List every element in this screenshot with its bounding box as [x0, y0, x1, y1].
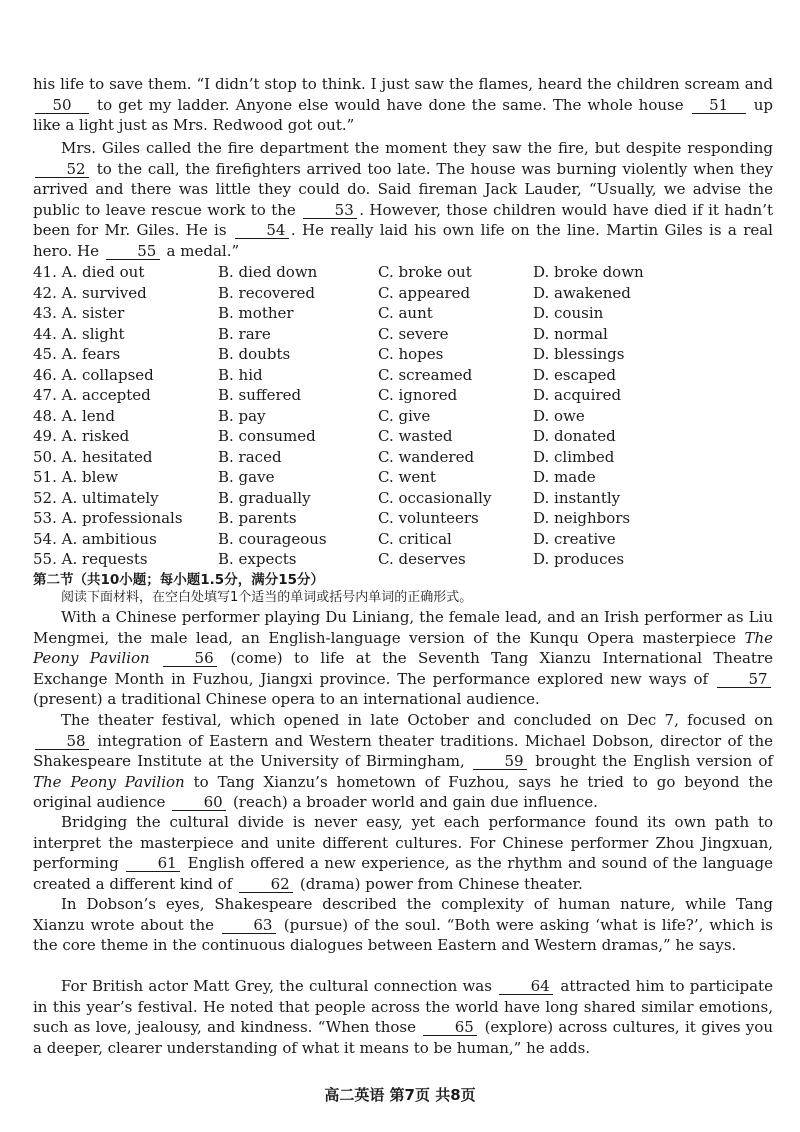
text-run: to the call, the firefighters arrived too late. The house was burning violently when they arrived and there was little they could do. Said fireman Jack Lauder, “Usually, we advise the public to leave rescue work to the	[33, 159, 773, 219]
option-row-51	[33, 467, 773, 488]
option-43-c[interactable]: C. aunt	[378, 304, 433, 322]
option-52-d[interactable]: D. instantly	[533, 488, 621, 507]
option-48-a[interactable]: 48. A. lend	[33, 406, 115, 425]
text-run: In Dobson’s eyes, Shakespeare described the complexity of human nature, while Tang Xianzu wrote about the	[33, 895, 773, 934]
text-run: . However, those children would have died if it hadn’t been for Mr. Giles. He is	[33, 200, 774, 239]
option-49-d[interactable]: D. donated	[533, 427, 616, 445]
option-54-a[interactable]: 54. A. ambitious	[33, 529, 157, 548]
option-51-d[interactable]: D. made	[533, 468, 596, 486]
option-row-48	[33, 406, 773, 427]
option-53-a[interactable]: 53. A. professionals	[33, 509, 183, 527]
blank-58[interactable]: 58	[35, 733, 89, 750]
blank-51[interactable]: 51	[692, 97, 746, 114]
option-42-c[interactable]: C. appeared	[378, 283, 471, 302]
option-46-d[interactable]: D. escaped	[533, 365, 617, 384]
option-row-42	[33, 283, 773, 304]
option-50-b[interactable]: B. raced	[218, 447, 282, 466]
option-55-d[interactable]: D. produces	[533, 550, 625, 568]
option-41-c[interactable]: C. broke out	[378, 263, 472, 281]
option-55-c[interactable]: C. deserves	[378, 550, 466, 568]
blank-60[interactable]: 60	[172, 794, 226, 811]
passage2-paragraph4	[33, 894, 773, 956]
blank-55[interactable]: 55	[106, 243, 160, 260]
option-41-b[interactable]: B. died down	[218, 263, 318, 281]
option-54-c[interactable]: C. critical	[378, 529, 452, 548]
option-45-a[interactable]: 45. A. fears	[33, 345, 121, 363]
text-run: Mrs. Giles called the fire department the moment they saw the fire, but despite responding	[61, 139, 773, 157]
blank-56[interactable]: 56	[163, 650, 217, 667]
option-51-b[interactable]: B. gave	[218, 468, 275, 486]
blank-54[interactable]: 54	[235, 222, 289, 239]
option-44-d[interactable]: D. normal	[533, 324, 608, 343]
text-run: his life to save them. “I didn’t stop to think. I just saw the flames, heard the children scream and	[33, 75, 773, 93]
option-49-b[interactable]: B. consumed	[218, 427, 316, 445]
option-46-a[interactable]: 46. A. collapsed	[33, 365, 154, 384]
text-run: a medal.”	[166, 241, 240, 260]
text-run: With a Chinese performer playing Du Liniang, the female lead, and an Irish performer as Liu Mengmei, the male lead, an English-language version of the Kunqu Opera masterpiece	[33, 608, 773, 647]
text-run: The theater festival, which opened in late October and concluded on Dec 7, focused on	[61, 711, 773, 729]
blank-62[interactable]: 62	[239, 876, 293, 893]
option-row-54	[33, 529, 773, 550]
option-45-b[interactable]: B. doubts	[218, 345, 291, 363]
blank-65[interactable]: 65	[423, 1019, 477, 1036]
option-row-43	[33, 303, 773, 324]
text-run: integration of Eastern and Western theater traditions. Michael Dobson, director of the Shakespeare Institute at the University of Birmingham,	[33, 731, 773, 770]
option-row-53	[33, 508, 773, 529]
section2-heading: 第二节（共10小题；每小题1.5分，满分15分）	[33, 572, 324, 588]
text-run: up like a light just as Mrs. Redwood got out.”	[33, 95, 773, 134]
option-42-d[interactable]: D. awakened	[533, 283, 631, 302]
option-50-a[interactable]: 50. A. hesitated	[33, 447, 153, 466]
text-run: (drama) power from Chinese theater.	[299, 874, 583, 893]
option-row-49	[33, 426, 773, 447]
blank-52[interactable]: 52	[35, 161, 89, 178]
option-47-c[interactable]: C. ignored	[378, 386, 458, 404]
option-48-b[interactable]: B. pay	[218, 406, 266, 425]
option-row-52	[33, 488, 773, 509]
blank-59[interactable]: 59	[473, 753, 527, 770]
blank-61[interactable]: 61	[126, 855, 180, 872]
blank-57[interactable]: 57	[717, 671, 771, 688]
option-45-c[interactable]: C. hopes	[378, 345, 444, 363]
option-43-d[interactable]: D. cousin	[533, 304, 604, 322]
passage2-paragraph1	[33, 607, 773, 710]
option-42-a[interactable]: 42. A. survived	[33, 283, 147, 302]
options-list	[33, 262, 773, 570]
option-52-c[interactable]: C. occasionally	[378, 488, 492, 507]
option-50-d[interactable]: D. climbed	[533, 447, 615, 466]
option-48-d[interactable]: D. owe	[533, 406, 585, 425]
option-row-45	[33, 344, 773, 365]
text-run: (pursue) of the soul. “Both were asking ‘what is life?’, which is the core theme in the continuous dialogues between Eastern and Western dramas,” he says.	[33, 915, 773, 954]
work-title: The Peony Pavilion	[33, 628, 773, 667]
option-44-a[interactable]: 44. A. slight	[33, 324, 125, 343]
option-49-c[interactable]: C. wasted	[378, 427, 453, 445]
text-run: brought the English version of	[535, 752, 773, 770]
option-48-c[interactable]: C. give	[378, 406, 431, 425]
passage2-paragraph2	[33, 710, 773, 813]
blank-53[interactable]: 53	[303, 202, 357, 219]
option-47-a[interactable]: 47. A. accepted	[33, 386, 151, 404]
text-run: (come) to life at the Seventh Tang Xianzu International Theatre Exchange Month in Fuzhou, Jiangxi province. The performance explored new ways of	[33, 649, 773, 688]
blank-64[interactable]: 64	[499, 978, 553, 995]
option-55-a[interactable]: 55. A. requests	[33, 550, 148, 568]
blank-50[interactable]: 50	[35, 97, 89, 114]
option-47-b[interactable]: B. suffered	[218, 386, 302, 404]
option-51-c[interactable]: C. went	[378, 468, 436, 486]
option-53-b[interactable]: B. parents	[218, 509, 297, 527]
option-row-55	[33, 549, 773, 570]
option-49-a[interactable]: 49. A. risked	[33, 427, 130, 445]
passage1-paragraph2	[33, 138, 773, 261]
option-45-d[interactable]: D. blessings	[533, 345, 625, 363]
option-47-d[interactable]: D. acquired	[533, 386, 622, 404]
passage2-paragraph3	[33, 812, 773, 894]
option-54-d[interactable]: D. creative	[533, 529, 616, 548]
option-53-d[interactable]: D. neighbors	[533, 509, 631, 527]
text-run: Bridging the cultural divide is never easy, yet each performance found its own path to interpret the masterpiece and unite different cultures. For Chinese performer Zhou Jingxuan, performing	[33, 813, 773, 872]
blank-63[interactable]: 63	[222, 917, 276, 934]
option-46-b[interactable]: B. hid	[218, 365, 263, 384]
option-row-46	[33, 365, 773, 386]
option-44-b[interactable]: B. rare	[218, 324, 271, 343]
text-run: (present) a traditional Chinese opera to an international audience.	[33, 690, 540, 708]
option-41-d[interactable]: D. broke down	[533, 263, 644, 281]
option-row-41	[33, 262, 773, 283]
passage2-paragraph5	[33, 976, 773, 1058]
option-52-a[interactable]: 52. A. ultimately	[33, 488, 159, 507]
option-row-47	[33, 385, 773, 406]
option-54-b[interactable]: B. courageous	[218, 529, 327, 548]
option-46-c[interactable]: C. screamed	[378, 365, 473, 384]
text-run: to Tang Xianzu’s hometown of Fuzhou, says he tried to go beyond the original audience	[33, 772, 773, 811]
text-run: (explore) across cultures, it gives you a deeper, clearer understanding of what it means to be human,” he adds.	[33, 1018, 773, 1057]
option-53-c[interactable]: C. volunteers	[378, 509, 479, 527]
work-title: The Peony Pavilion	[33, 772, 185, 791]
option-row-50	[33, 447, 773, 468]
option-row-44	[33, 324, 773, 345]
text-run: English offered a new experience, as the rhythm and sound of the language created a different kind of	[33, 854, 773, 893]
text-run: attracted him to participate in this year’s festival. He noted that people across the world have long shared similar emotions, such as love, jealousy, and kindness. “When those	[33, 977, 773, 1036]
text-run: (reach) a broader world and gain due influence.	[232, 793, 598, 811]
text-run: For British actor Matt Grey, the cultural connection was	[61, 977, 492, 995]
section2-instruction: 阅读下面材料，在空白处填写1个适当的单词或括号内单词的正确形式。	[61, 590, 473, 605]
option-51-a[interactable]: 51. A. blew	[33, 468, 119, 486]
option-43-b[interactable]: B. mother	[218, 304, 294, 322]
option-50-c[interactable]: C. wandered	[378, 447, 475, 466]
passage1-paragraph1	[33, 74, 773, 136]
option-41-a[interactable]: 41. A. died out	[33, 263, 145, 281]
option-52-b[interactable]: B. gradually	[218, 488, 311, 507]
option-55-b[interactable]: B. expects	[218, 550, 297, 568]
page-footer: 高二英语 第7页 共8页	[324, 1086, 476, 1104]
text-run: . He really laid his own life on the line. Martin Giles is a real hero. He	[33, 221, 773, 260]
text-run: to get my ladder. Anyone else would have done the same. The whole house	[97, 95, 684, 114]
option-43-a[interactable]: 43. A. sister	[33, 304, 125, 322]
option-44-c[interactable]: C. severe	[378, 324, 449, 343]
option-42-b[interactable]: B. recovered	[218, 283, 316, 302]
